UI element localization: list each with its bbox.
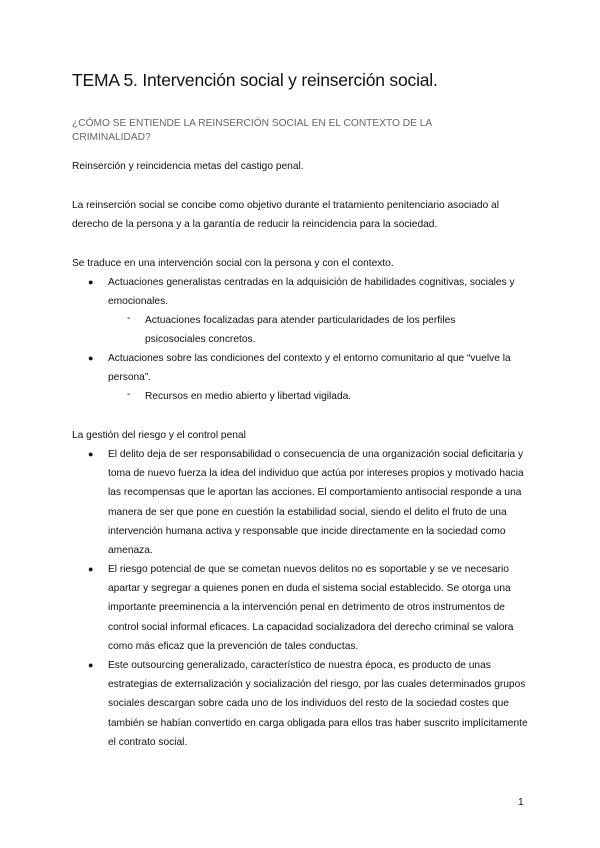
section-heading-risk: La gestión del riesgo y el control penal (72, 430, 246, 441)
list-item: Actuaciones generalistas centradas en la adquisición de habilidades cognitivas, sociales y emocionales. (108, 277, 515, 308)
dash-icon: - (127, 313, 131, 324)
bullet-icon: ● (88, 660, 94, 670)
bullet-icon: ● (88, 449, 94, 459)
paragraph-goals: Reinserción y reincidencia metas del castigo penal. (72, 161, 304, 172)
bullet-icon: ● (88, 277, 94, 287)
list-item: Actuaciones sobre las condiciones del contexto y el entorno comunitario al que “vuelve la persona”. (108, 353, 511, 384)
page-title: TEMA 5. Intervención social y reinserción social. (72, 70, 438, 90)
dash-icon: - (127, 389, 131, 400)
page-number: 1 (518, 797, 524, 808)
paragraph-intervention: Se traduce en una intervención social con la persona y con el contexto. (72, 258, 394, 269)
sub-list-item: Actuaciones focalizadas para atender particularidades de los perfiles psicosociales concretos. (145, 315, 456, 346)
paragraph-reinsertion: La reinserción social se concibe como objetivo durante el tratamiento penitenciario asociado al derecho de la persona y a la garantía de reducir la reincidencia para la sociedad. (72, 200, 499, 231)
bullet-icon: ● (88, 353, 94, 363)
list-item: El delito deja de ser responsabilidad o consecuencia de una organización social deficitaria y toma de nuevo fuerza la idea del individuo que actúa por intereses propios y motivado hacia las recompensas que le aportan las acciones. El comportamiento antisocial responde a una manera de ser que pone en cuestión la estabilidad social, siendo el delito el fruto de una intervención humana activa y responsable que incide directamente en la sociedad como amenaza. (108, 449, 524, 557)
list-item: El riesgo potencial de que se cometan nuevos delitos no es soportable y se ve necesario apartar y segregar a quienes ponen en duda el sistema social establecido. Se otorga una importante preeminencia a la intervención penal en detrimento de otros instrumentos de control social informal eficaces. La capacidad socializadora del derecho criminal se valora como más eficaz que la prevención de tales conductas. (108, 564, 514, 652)
section-question: ¿CÓMO SE ENTIENDE LA REINSERCIÓN SOCIAL EN EL CONTEXTO DE LA CRIMINALIDAD? (72, 118, 432, 143)
sub-list-item: Recursos en medio abierto y libertad vigilada. (145, 391, 352, 402)
list-item: Este outsourcing generalizado, característico de nuestra época, es producto de unas estrategias de externalización y socialización del riesgo, por las cuales determinados grupos sociales descargan sobre cada uno de los individuos del resto de la sociedad costes que también se habían convertido en carga obligada para ellos tras haber suscrito implícitamente el contrato social. (108, 660, 528, 748)
bullet-icon: ● (88, 564, 94, 574)
